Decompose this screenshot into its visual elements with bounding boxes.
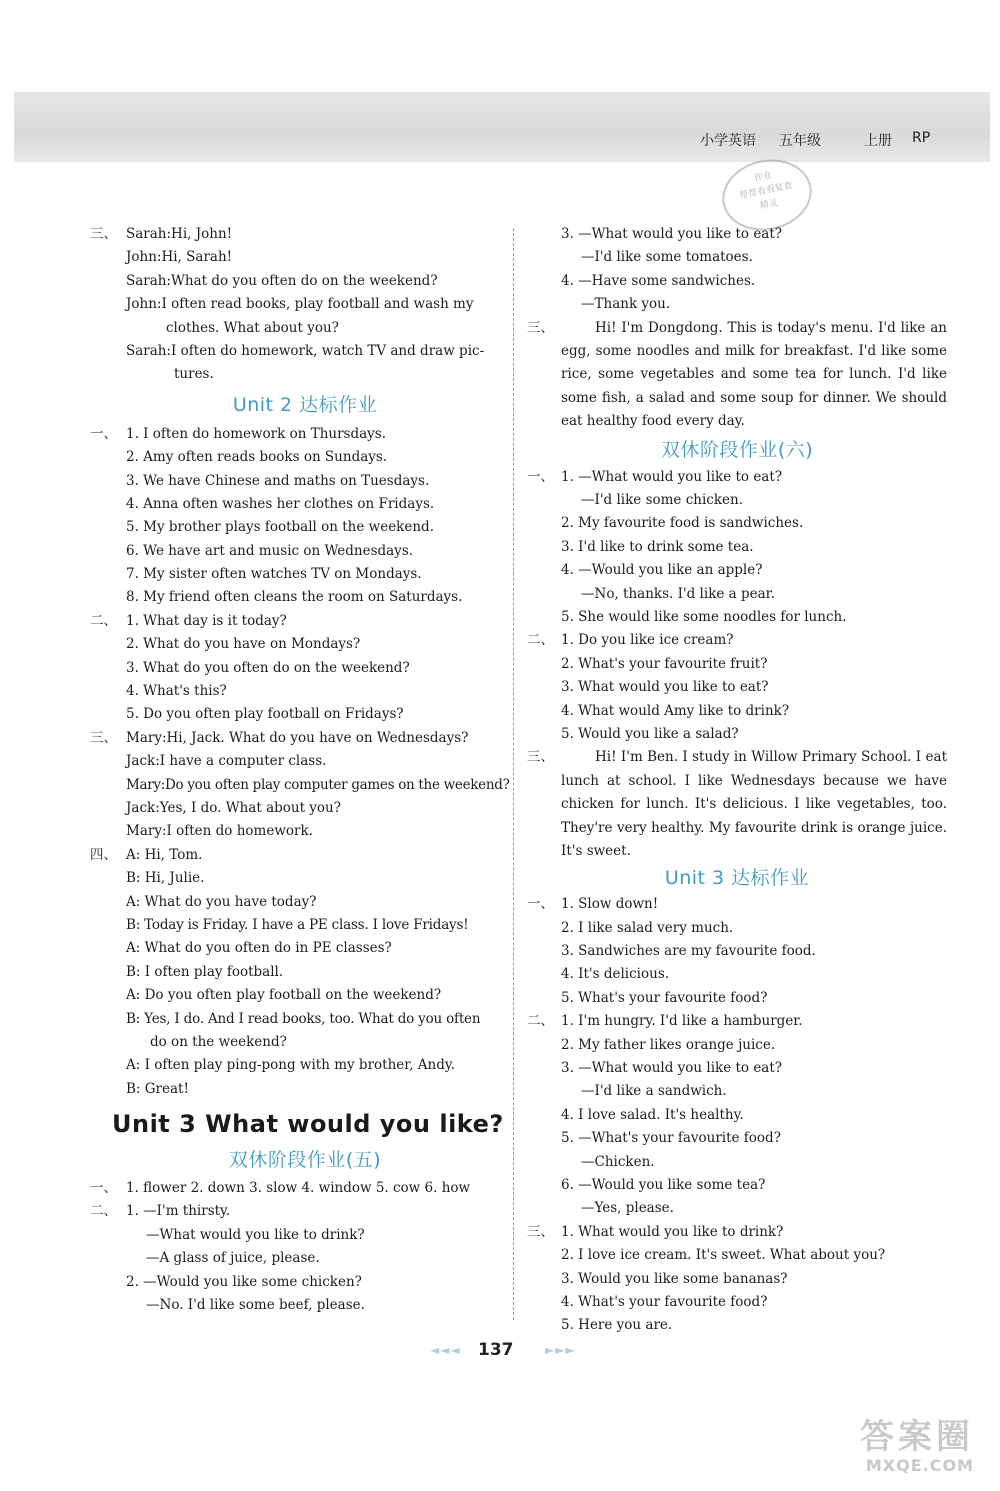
section-weekend6-part1: 一、 1. —What would you like to eat? —I'd like some chicken. 2. My favourite food is sandwiches. 3. I'd like to drink some tea. 4. —Would you like an apple? —No, thanks. I'd like a pear. 5. She would like some noodles for lunch. — [527, 468, 847, 625]
header-edition: RP — [912, 130, 931, 146]
dongdong-text: Hi! I'm Dongdong. This is today's menu. I'd like an egg, some noodles and milk for breakfast. I'd like some rice, some vegetables and some tea for lunch. I'd like some fish, a salad and some soup for dinner. We should eat healthy food every day. — [561, 319, 947, 430]
page-footer — [0, 1340, 1000, 1364]
header-grade: 五年级 — [779, 133, 821, 149]
section-weekend6-part2: 二、 1. Do you like ice cream? 2. What's your favourite fruit? 3. What would you like to eat? 4. What would Amy like to drink? 5. Would you like a salad? — [527, 632, 790, 742]
next-arrows-icon: ►►► — [545, 1343, 576, 1357]
section-continued: 3. —What would you like to eat? —I'd like some tomatoes. 4. —Have some sandwiches. —Thank you. — [561, 226, 783, 313]
section-unit2-part1: 一、 1. I often do homework on Thursdays. 2. Amy often reads books on Sundays. 3. We have Chinese and maths on Tuesdays. 4. Anna often washes her clothes on Fridays. 5. My brother plays football on the weekend. 6. We have art and music on Wednesdays. 7. My sister often watches TV on Mondays. 8. My friend often cleans the room on Saturdays. — [90, 425, 463, 606]
section-dialogue-sarah: 三、 Sarah:Hi, John! John:Hi, Sarah! Sarah:What do you often do on the weekend? John:I often read books, play football and wash my clothes. What about you? Sarah:I often do homework, watch TV and draw pic- tures. — [90, 226, 485, 383]
section-unit2-part4: 四、 A: Hi, Tom. B: Hi, Julie. A: What do you have today? B: Today is Friday. I have a PE class. I love Fridays! A: What do you often do in PE classes? B: I often play football. A: Do you often play football on the weekend? B: Yes, I do. And I read books, too. What do you often do on the weekend? A: I often play ping-pong with my brother, Andy. B: Great! — [90, 846, 481, 1097]
unit2-heading: Unit 2 达标作业 — [232, 393, 378, 416]
right-column — [527, 223, 947, 1338]
header-volume: 上册 — [864, 133, 892, 149]
section-unit3-part1: 一、 1. Slow down! 2. I like salad very much. 3. Sandwiches are my favourite food. 4. It's delicious. 5. What's your favourite food? — [527, 896, 816, 1006]
running-header — [0, 130, 1000, 152]
site-watermark: 答案圈 MXQE.COM — [860, 1417, 974, 1475]
section-unit2-part2: 二、 1. What day is it today? 2. What do you have on Mondays? 3. What do you often do on the weekend? 4. What's this? 5. Do you often play football on Fridays? — [90, 612, 410, 723]
homework-stamp: 作业 帮帮看看复查 精灵 — [716, 151, 819, 238]
left-column — [90, 223, 520, 1317]
section-weekend5-part1: 一、 1. flower 2. down 3. slow 4. window 5. cow 6. how — [90, 1180, 471, 1197]
weekend-homework-5-heading: 双休阶段作业(五) — [228, 1149, 382, 1172]
section-unit3-part3: 三、 1. What would you like to drink? 2. I love ice cream. It's sweet. What about you? 3. Would you like some bananas? 4. What's your favourite food? 5. Here you are. — [527, 1223, 886, 1334]
section-unit2-part3: 三、 Mary:Hi, Jack. What do you have on Wednesdays? Jack:I have a computer class. Mary:Do you often play computer games on the weekend? Jack:Yes, I do. What about you? Mary:I often do homework. — [90, 729, 510, 840]
unit3-heading: Unit 3 What would you like? — [112, 1110, 504, 1139]
unit3-test-heading: Unit 3 达标作业 — [664, 867, 810, 890]
prev-arrows-icon: ◄◄◄ — [430, 1343, 461, 1357]
page-number: 137 — [478, 1340, 514, 1360]
section-unit3-part2: 二、 1. I'm hungry. I'd like a hamburger. 2. My father likes orange juice. 3. —What would you like to eat? —I'd like a sandwich. 4. I love salad. It's healthy. 5. —What's your favourite food? —Chicken. 6. —Would you like some tea? —Yes, please. — [527, 1013, 803, 1217]
section-paragraph-dongdong: 三、 Hi! I'm Dongdong. This is today's menu. I'd like an egg, some noodles and milk for breakfast. I'd like some rice, some vegetables and some tea for lunch. I'd like some fish, a salad and some soup for dinner. We should eat healthy food every day. — [527, 317, 947, 434]
section-weekend5-part2: 二、 1. —I'm thirsty. —What would you like to drink? —A glass of juice, please. 2. —Would you like some chicken? —No. I'd like some beef, please. — [90, 1203, 365, 1314]
header-subject: 小学英语 — [700, 133, 756, 149]
ben-text: Hi! I'm Ben. I study in Willow Primary School. I eat lunch at school. I like Wednesdays because we have chicken for lunch. It's delicious. I like vegetables, too. They're very healthy. My favourite drink is orange juice. It's sweet. — [561, 749, 947, 859]
weekend-homework-6-heading: 双休阶段作业(六) — [660, 438, 814, 461]
section-paragraph-ben: 三、 Hi! I'm Ben. I study in Willow Primary School. I eat lunch at school. I like Wednesdays because we have chicken for lunch. It's delicious. I like vegetables, too. They're very healthy. My favourite drink is orange juice. It's sweet. — [527, 746, 947, 863]
